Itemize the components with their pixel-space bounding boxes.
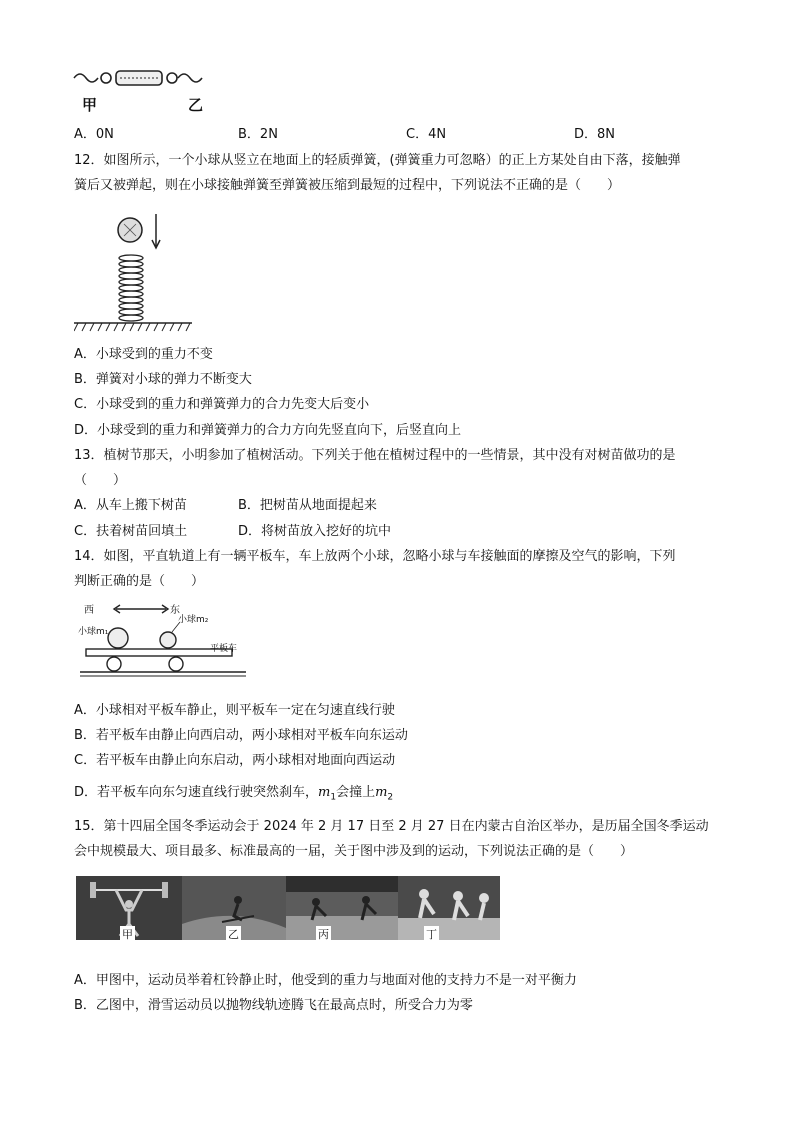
q13-stem-line1: 13．植树节那天，小明参加了植树活动。下列关于他在植树过程中的一些情景，其中没有对树苗做功的是 bbox=[74, 448, 676, 463]
q14-option-d-m2-sub: 2 bbox=[387, 792, 394, 803]
photo-skiing bbox=[182, 876, 286, 940]
q14-option-d-m2: m bbox=[375, 785, 388, 800]
q13-stem-line2: （ ） bbox=[74, 473, 127, 488]
q14-option-b[interactable]: B．若平板车由静止向西启动，两小球相对平板车向东运动 bbox=[74, 728, 408, 743]
q11-option-a[interactable]: A．0N bbox=[74, 127, 114, 142]
q15-option-a[interactable]: A．甲图中，运动员举着杠铃静止时，他受到的重力与地面对他的支持力不是一对平衡力 bbox=[74, 973, 577, 988]
q13-option-b[interactable]: B．把树苗从地面提起来 bbox=[238, 498, 377, 513]
photo-weightlifting bbox=[76, 876, 182, 940]
figure-label-yi: 乙 bbox=[188, 96, 204, 114]
cart-label-ball1: 小球m₁ bbox=[78, 627, 109, 637]
q12-option-a[interactable]: A．小球受到的重力不变 bbox=[74, 347, 213, 362]
q14-option-d-text: D．若平板车向东匀速直线行驶突然刹车， bbox=[74, 785, 319, 800]
q11-option-c[interactable]: C．4N bbox=[406, 127, 447, 142]
q14-option-d-m1-sub: 1 bbox=[330, 792, 337, 803]
cart-label-cart: 平板车 bbox=[210, 644, 238, 654]
cart-label-ball2: 小球m₂ bbox=[178, 615, 209, 625]
q14-stem-line1: 14．如图，平直轨道上有一辆平板车，车上放两个小球，忽略小球与车接触面的摩擦及空气的影响，下列 bbox=[74, 549, 676, 564]
photo-label-ding: 丁 bbox=[426, 928, 437, 940]
q13-option-c[interactable]: C．扶着树苗回填土 bbox=[74, 524, 188, 539]
q13-option-a[interactable]: A．从车上搬下树苗 bbox=[74, 498, 187, 513]
cart-label-east: 东 bbox=[170, 605, 180, 616]
q12-spring-figure bbox=[74, 210, 194, 336]
q14-stem-line2: 判断正确的是（ ） bbox=[74, 574, 205, 589]
photo-label-bing: 丙 bbox=[318, 928, 329, 940]
q13-option-d[interactable]: D．将树苗放入挖好的坑中 bbox=[238, 524, 392, 539]
q14-option-d-mid: 会撞上 bbox=[336, 785, 376, 800]
photo-label-jia: 甲 bbox=[122, 928, 133, 940]
q12-option-c[interactable]: C．小球受到的重力和弹簧弹力的合力先变大后变小 bbox=[74, 397, 370, 412]
q15-stem-line1: 15．第十四届全国冬季运动会于 2024 年 2 月 17 日至 2 月 27 日在内蒙古自治区举办，是历届全国冬季运动 bbox=[74, 819, 709, 834]
ball-spring-drawing bbox=[74, 210, 194, 336]
q14-option-d[interactable] bbox=[74, 784, 393, 807]
photo-label-yi: 乙 bbox=[228, 928, 239, 940]
spring-scale-drawing bbox=[72, 62, 212, 94]
q14-option-a[interactable]: A．小球相对平板车静止，则平板车一定在匀速直线行驶 bbox=[74, 703, 395, 718]
cart-label-west: 西 bbox=[84, 605, 94, 616]
q12-option-d[interactable]: D．小球受到的重力和弹簧弹力的合力方向先竖直向下，后竖直向上 bbox=[74, 423, 462, 438]
photo-curling bbox=[286, 876, 398, 940]
q15-option-b[interactable]: B．乙图中，滑雪运动员以抛物线轨迹腾飞在最高点时，所受合力为零 bbox=[74, 998, 473, 1013]
q14-option-d-m1: m bbox=[318, 785, 331, 800]
q14-option-c[interactable]: C．若平板车由静止向东启动，两小球相对地面向西运动 bbox=[74, 753, 396, 768]
q12-stem-line2: 簧后又被弹起，则在小球接触弹簧至弹簧被压缩到最短的过程中，下列说法不正确的是（ ） bbox=[74, 178, 621, 193]
photo-ice-hockey bbox=[398, 876, 500, 940]
q15-stem-line2: 会中规模最大、项目最多、标准最高的一届，关于图中涉及到的运动，下列说法正确的是（ ） bbox=[74, 844, 634, 859]
curling-silhouette bbox=[286, 876, 398, 940]
q12-option-b[interactable]: B．弹簧对小球的弹力不断变大 bbox=[74, 372, 252, 387]
hockey-silhouette bbox=[398, 876, 500, 940]
q11-option-d[interactable]: D．8N bbox=[574, 127, 616, 142]
q11-option-b[interactable]: B．2N bbox=[238, 127, 278, 142]
q12-stem-line1: 12．如图所示，一个小球从竖立在地面上的轻质弹簧，(弹簧重力可忽略）的正上方某处自由下落，接触弹 bbox=[74, 153, 681, 168]
figure-label-jia: 甲 bbox=[82, 96, 98, 114]
